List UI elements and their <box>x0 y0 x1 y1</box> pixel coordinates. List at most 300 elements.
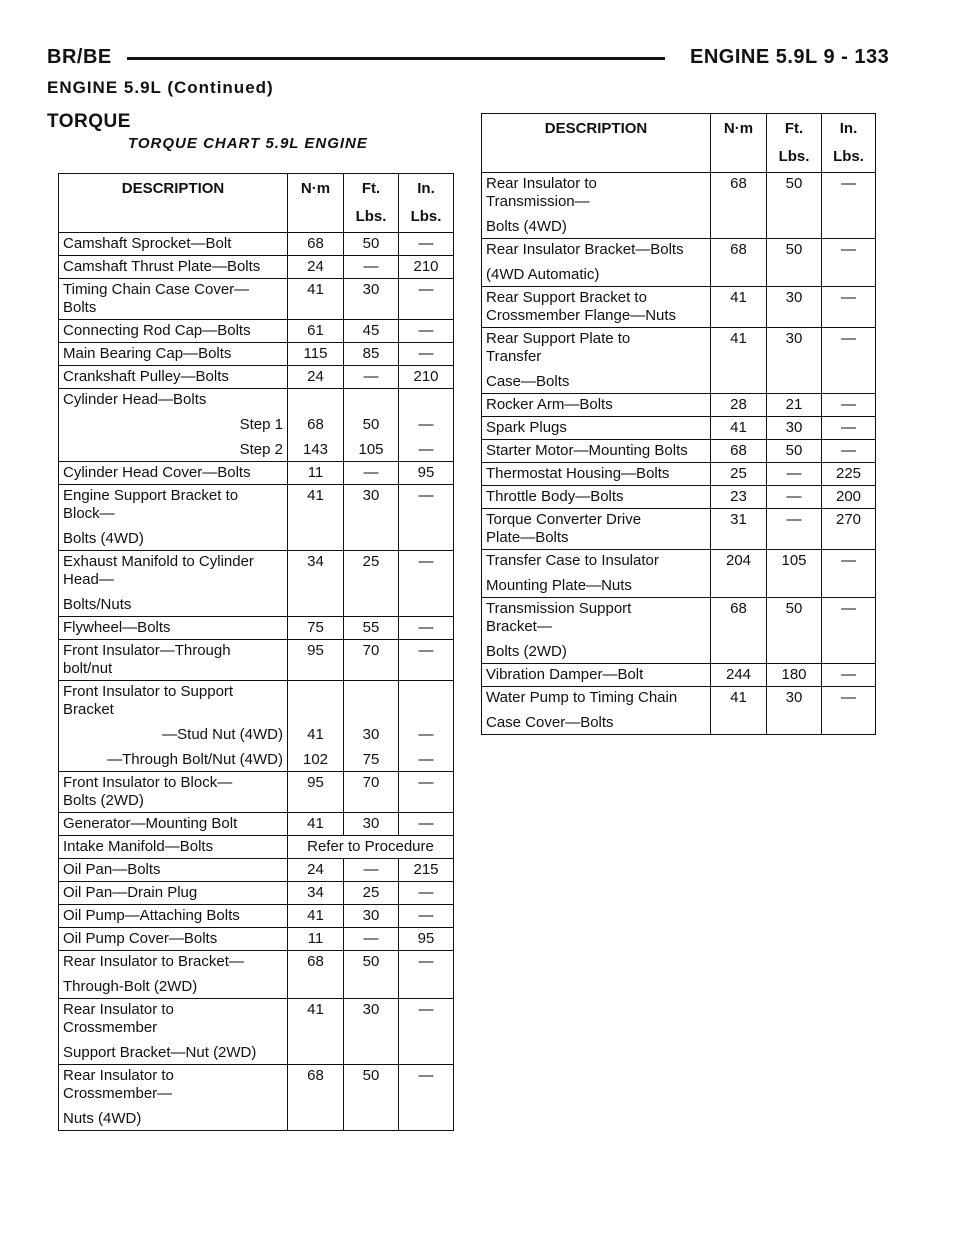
nm-cell <box>288 485 344 551</box>
description-line: bolt/nut <box>63 660 113 677</box>
ft-value: 105 <box>358 441 384 458</box>
description-line: Torque Converter Drive <box>486 511 642 528</box>
table-row <box>482 417 876 440</box>
ft-value: 70 <box>362 774 380 791</box>
ft-cell <box>344 233 399 256</box>
nm-value: 41 <box>730 330 747 347</box>
ft-cell <box>344 320 399 343</box>
description-line: Exhaust Manifold to Cylinder <box>63 553 254 570</box>
description-cell <box>482 394 711 417</box>
nm-value: 68 <box>307 1067 324 1084</box>
description-cell <box>59 343 288 366</box>
table-row <box>59 772 454 813</box>
nm-value: 68 <box>307 953 324 970</box>
table-row <box>482 394 876 417</box>
ft-value: 50 <box>362 953 380 970</box>
in-cell <box>399 485 454 551</box>
in-value: — <box>418 642 434 659</box>
torque-table-left <box>58 173 454 1131</box>
sub-step-label: —Stud Nut (4WD) <box>162 726 283 743</box>
ft-cell <box>344 928 399 951</box>
description-cell <box>59 951 288 999</box>
in-cell <box>822 550 876 598</box>
in-value: — <box>418 441 434 458</box>
description-line: Support Bracket—Nut (2WD) <box>63 1044 257 1061</box>
nm-cell <box>711 486 767 509</box>
in-cell <box>399 882 454 905</box>
description-cell <box>59 1065 288 1131</box>
in-cell <box>822 440 876 463</box>
nm-value: 41 <box>730 689 747 706</box>
description-line: Bolts <box>63 299 97 316</box>
nm-value: 24 <box>307 258 324 275</box>
in-cell <box>399 256 454 279</box>
blank-line <box>348 701 394 719</box>
description-line: Bolts (4WD) <box>63 530 144 547</box>
description-line: Camshaft Thrust Plate—Bolts <box>63 258 261 275</box>
description-cell <box>59 836 288 859</box>
ft-cell <box>767 239 822 287</box>
table-row <box>59 320 454 343</box>
nm-value: 95 <box>307 774 324 791</box>
in-cell <box>399 999 454 1065</box>
in-value: — <box>418 726 434 743</box>
blank-line <box>292 683 339 701</box>
ft-value: 85 <box>362 345 380 362</box>
description-cell <box>482 598 711 664</box>
nm-value: 28 <box>730 396 747 413</box>
nm-cell <box>288 999 344 1065</box>
in-cell <box>822 328 876 394</box>
in-value: — <box>418 416 434 433</box>
in-value: — <box>841 289 856 306</box>
blank-line <box>403 683 449 701</box>
description-line: Case—Bolts <box>486 373 570 390</box>
table-row <box>482 486 876 509</box>
in-value: — <box>841 600 856 617</box>
nm-value: 68 <box>730 600 747 617</box>
in-cell <box>399 279 454 320</box>
table-row <box>59 681 454 772</box>
description-line: (4WD Automatic) <box>486 266 600 283</box>
ft-value: 105 <box>781 552 807 569</box>
description-line: Water Pump to Timing Chain <box>486 689 678 706</box>
in-cell <box>822 509 876 550</box>
table-row <box>59 551 454 617</box>
ft-cell <box>344 859 399 882</box>
nm-cell <box>711 598 767 664</box>
in-cell <box>399 1065 454 1131</box>
description-line: Bolts (4WD) <box>486 218 567 235</box>
description-cell <box>482 509 711 550</box>
ft-value: 70 <box>362 642 380 659</box>
in-cell <box>399 681 454 772</box>
ft-value: 30 <box>785 689 803 706</box>
nm-cell <box>288 681 344 772</box>
description-cell <box>59 233 288 256</box>
in-cell <box>399 640 454 681</box>
in-value: — <box>841 330 856 347</box>
ft-cell <box>344 1065 399 1131</box>
table-row <box>482 664 876 687</box>
description-cell <box>59 813 288 836</box>
nm-cell <box>288 813 344 836</box>
in-cell <box>822 287 876 328</box>
description-line: Rocker Arm—Bolts <box>486 396 613 413</box>
nm-value: 143 <box>302 441 329 458</box>
in-cell <box>399 928 454 951</box>
ft-value: 180 <box>781 666 807 683</box>
ft-value: 30 <box>362 815 380 832</box>
in-cell <box>399 859 454 882</box>
description-line: Throttle Body—Bolts <box>486 488 624 505</box>
sub-step-label: Step 2 <box>239 441 283 458</box>
ft-cell <box>344 485 399 551</box>
description-line: Camshaft Sprocket—Bolt <box>63 235 232 252</box>
description-cell <box>59 999 288 1065</box>
nm-value: 102 <box>302 751 329 768</box>
description-line: Flywheel—Bolts <box>63 619 171 636</box>
ft-cell <box>767 598 822 664</box>
ft-cell <box>344 551 399 617</box>
ft-value: — <box>786 511 802 528</box>
description-line: Crossmember— <box>63 1085 173 1102</box>
description-line: Spark Plugs <box>486 419 567 436</box>
description-line: Rear Insulator to <box>63 1067 174 1084</box>
nm-value: 204 <box>725 552 752 569</box>
ft-cell <box>344 951 399 999</box>
table-row <box>482 550 876 598</box>
in-value: — <box>418 322 434 339</box>
ft-value: 25 <box>362 884 380 901</box>
table-row <box>482 173 876 239</box>
ft-cell <box>344 256 399 279</box>
table-row <box>59 485 454 551</box>
ft-value: — <box>363 930 379 947</box>
nm-value: 68 <box>730 241 747 258</box>
refer-cell: Refer to Procedure <box>288 836 454 859</box>
description-line: Transfer Case to Insulator <box>486 552 659 569</box>
ft-cell <box>344 999 399 1065</box>
ft-value: — <box>363 464 379 481</box>
col-ft: Ft. Lbs. <box>767 114 822 173</box>
nm-value: 41 <box>307 726 324 743</box>
nm-value: 41 <box>307 281 324 298</box>
ft-cell <box>767 328 822 394</box>
description-cell <box>59 882 288 905</box>
nm-value: 34 <box>307 553 324 570</box>
description-cell <box>59 320 288 343</box>
nm-value: 68 <box>307 416 324 433</box>
nm-value: 75 <box>307 619 324 636</box>
in-cell <box>399 233 454 256</box>
in-cell <box>399 813 454 836</box>
nm-cell <box>711 509 767 550</box>
in-cell <box>822 687 876 735</box>
ft-value: 50 <box>362 416 380 433</box>
description-line: Generator—Mounting Bolt <box>63 815 238 832</box>
description-line: Bracket <box>63 701 114 718</box>
in-value: 200 <box>835 488 862 505</box>
description-line: Oil Pump Cover—Bolts <box>63 930 218 947</box>
ft-value: — <box>363 861 379 878</box>
table-row <box>59 640 454 681</box>
nm-value: 24 <box>307 368 324 385</box>
sub-step-label: Step 1 <box>239 416 283 433</box>
nm-cell <box>288 617 344 640</box>
in-value: 95 <box>417 464 435 481</box>
nm-cell <box>288 1065 344 1131</box>
nm-value: 244 <box>725 666 752 683</box>
ft-cell <box>344 681 399 772</box>
description-line: Bolts (2WD) <box>486 643 567 660</box>
nm-cell <box>711 328 767 394</box>
nm-value: 61 <box>307 322 324 339</box>
description-cell <box>59 279 288 320</box>
nm-cell <box>711 173 767 239</box>
ft-value: 30 <box>362 487 380 504</box>
chart-title: TORQUE CHART 5.9L ENGINE <box>128 135 368 152</box>
nm-cell <box>288 882 344 905</box>
description-line: Head— <box>63 571 114 588</box>
torque-table-right <box>481 113 876 735</box>
nm-value: 41 <box>730 419 747 436</box>
nm-value: 11 <box>307 930 324 947</box>
description-line: Rear Insulator to Bracket— <box>63 953 244 970</box>
nm-cell <box>288 233 344 256</box>
ft-cell <box>767 550 822 598</box>
ft-cell <box>767 687 822 735</box>
description-cell <box>59 681 288 772</box>
in-value: — <box>418 553 434 570</box>
nm-value: 11 <box>307 464 324 481</box>
ft-cell <box>344 343 399 366</box>
ft-value: 50 <box>785 442 803 459</box>
in-cell <box>399 951 454 999</box>
description-line: Plate—Bolts <box>486 529 569 546</box>
col-nm: N·m <box>288 174 344 233</box>
header-rule <box>127 57 665 60</box>
in-value: — <box>841 666 856 683</box>
nm-value: 31 <box>730 511 747 528</box>
ft-value: 30 <box>785 419 803 436</box>
description-cell <box>59 928 288 951</box>
nm-cell <box>711 239 767 287</box>
description-line: Crossmember <box>63 1019 158 1036</box>
in-value: — <box>418 884 434 901</box>
nm-cell <box>711 287 767 328</box>
description-cell <box>482 287 711 328</box>
table-row <box>59 256 454 279</box>
description-cell <box>59 389 288 462</box>
in-cell <box>399 366 454 389</box>
ft-value: 50 <box>362 1067 380 1084</box>
in-value: — <box>841 689 856 706</box>
description-line: Intake Manifold—Bolts <box>63 838 214 855</box>
ft-value: 50 <box>362 235 380 252</box>
description-line: Starter Motor—Mounting Bolts <box>486 442 688 459</box>
nm-value: 115 <box>303 345 328 362</box>
in-value: — <box>841 442 856 459</box>
in-cell <box>399 617 454 640</box>
nm-cell <box>288 928 344 951</box>
nm-cell <box>288 256 344 279</box>
table-row <box>59 836 454 859</box>
table-row <box>59 617 454 640</box>
ft-value: 30 <box>785 330 803 347</box>
ft-cell <box>767 486 822 509</box>
table-row <box>59 905 454 928</box>
description-line: Oil Pan—Bolts <box>63 861 161 878</box>
in-cell <box>822 394 876 417</box>
header-right: ENGINE 5.9L 9 - 133 <box>690 46 890 68</box>
nm-value: 24 <box>307 861 324 878</box>
in-value: — <box>418 487 434 504</box>
in-value: 215 <box>413 861 439 878</box>
nm-value: 68 <box>307 235 324 252</box>
col-description: DESCRIPTION <box>482 114 711 173</box>
blank-line <box>292 701 339 719</box>
description-line: Transmission— <box>486 193 590 210</box>
in-value: — <box>418 815 434 832</box>
ft-cell <box>344 462 399 485</box>
in-value: 225 <box>835 465 862 482</box>
description-line: Rear Insulator Bracket—Bolts <box>486 241 684 258</box>
description-line: Crossmember Flange—Nuts <box>486 307 677 324</box>
ft-cell <box>344 813 399 836</box>
description-line: Nuts (4WD) <box>63 1110 142 1127</box>
description-line: Thermostat Housing—Bolts <box>486 465 670 482</box>
blank-line <box>403 391 449 409</box>
nm-cell <box>288 951 344 999</box>
nm-value: 41 <box>307 487 324 504</box>
nm-cell <box>288 343 344 366</box>
table-row <box>482 598 876 664</box>
in-value: — <box>418 1001 434 1018</box>
ft-value: 30 <box>362 907 380 924</box>
ft-cell <box>344 279 399 320</box>
nm-cell <box>288 462 344 485</box>
nm-cell <box>288 772 344 813</box>
ft-cell <box>344 389 399 462</box>
in-cell <box>399 462 454 485</box>
description-line: Through-Bolt (2WD) <box>63 978 198 995</box>
in-cell <box>822 486 876 509</box>
nm-cell <box>288 366 344 389</box>
table-row <box>482 287 876 328</box>
table-header-row <box>59 174 454 233</box>
description-line: Bracket— <box>486 618 552 635</box>
ft-value: 21 <box>785 396 803 413</box>
nm-cell <box>711 664 767 687</box>
description-line: Cylinder Head—Bolts <box>63 391 207 408</box>
description-cell <box>482 550 711 598</box>
description-cell <box>59 905 288 928</box>
nm-value: 95 <box>307 642 324 659</box>
blank-line <box>348 391 394 409</box>
in-value: — <box>841 175 856 192</box>
in-value: — <box>418 751 434 768</box>
table-row <box>59 233 454 256</box>
description-cell <box>59 256 288 279</box>
description-cell <box>59 772 288 813</box>
in-cell <box>822 173 876 239</box>
in-value: — <box>418 1067 434 1084</box>
nm-value: 41 <box>307 1001 324 1018</box>
nm-cell <box>711 440 767 463</box>
ft-value: — <box>363 368 379 385</box>
nm-cell <box>288 640 344 681</box>
ft-cell <box>344 640 399 681</box>
ft-value: 50 <box>785 175 803 192</box>
nm-value: 41 <box>730 289 747 306</box>
table-row <box>59 1065 454 1131</box>
nm-cell <box>288 320 344 343</box>
ft-cell <box>767 394 822 417</box>
table-row <box>482 463 876 486</box>
in-value: — <box>418 345 434 362</box>
in-cell <box>822 598 876 664</box>
blank-line <box>292 391 339 409</box>
ft-cell <box>767 440 822 463</box>
description-line: Timing Chain Case Cover— <box>63 281 250 298</box>
ft-value: 30 <box>362 726 380 743</box>
description-line: Rear Support Plate to <box>486 330 631 347</box>
in-value: 210 <box>413 368 439 385</box>
nm-value: 34 <box>307 884 324 901</box>
nm-cell <box>711 417 767 440</box>
in-cell <box>822 417 876 440</box>
description-line: Transmission Support <box>486 600 632 617</box>
table-row <box>482 687 876 735</box>
nm-value: 23 <box>730 488 747 505</box>
in-value: — <box>418 619 434 636</box>
description-cell <box>482 440 711 463</box>
description-line: Transfer <box>486 348 542 365</box>
ft-value: — <box>786 465 802 482</box>
in-cell <box>399 551 454 617</box>
description-cell <box>59 366 288 389</box>
nm-value: 68 <box>730 442 747 459</box>
table-row <box>482 239 876 287</box>
blank-line <box>403 701 449 719</box>
ft-value: 45 <box>362 322 380 339</box>
table-row <box>59 366 454 389</box>
table-row <box>59 859 454 882</box>
in-value: — <box>841 419 856 436</box>
nm-cell <box>288 279 344 320</box>
table-row <box>59 951 454 999</box>
ft-value: — <box>786 488 802 505</box>
description-line: Crankshaft Pulley—Bolts <box>63 368 229 385</box>
in-cell <box>399 772 454 813</box>
in-cell <box>822 239 876 287</box>
in-value: — <box>418 235 434 252</box>
table-row <box>59 279 454 320</box>
nm-cell <box>288 905 344 928</box>
section-title: TORQUE <box>47 111 131 132</box>
in-cell <box>399 389 454 462</box>
description-line: Rear Insulator to <box>63 1001 174 1018</box>
in-value: — <box>841 396 856 413</box>
in-cell <box>399 343 454 366</box>
blank-line <box>348 683 394 701</box>
in-value: 95 <box>417 930 435 947</box>
table-row <box>59 999 454 1065</box>
in-value: 270 <box>835 511 862 528</box>
in-value: — <box>418 281 434 298</box>
in-cell <box>399 320 454 343</box>
